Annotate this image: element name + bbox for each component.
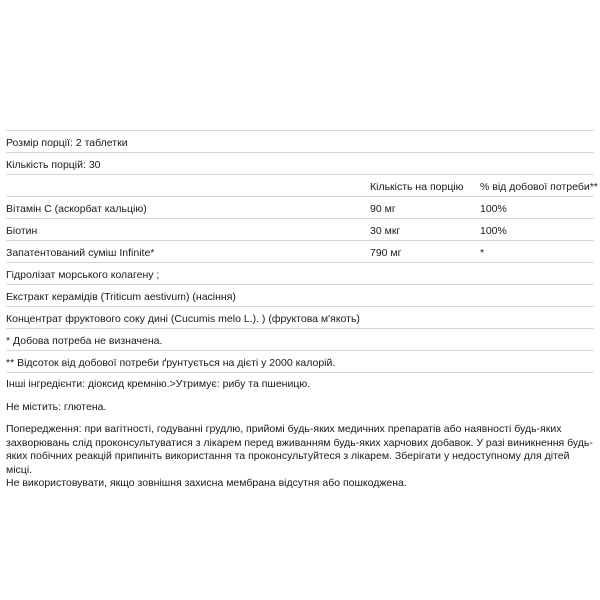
table-row	[6, 218, 594, 240]
servings-count: Кількість порцій: 30	[6, 159, 101, 171]
warning-line: захворювань слід проконсультуватися з лікарем перед вживанням будь-яких харчових добавок. У разі виникнення будь-	[6, 436, 593, 449]
supplement-facts-panel	[6, 130, 598, 373]
ingredient-amount: 790 мг	[370, 247, 402, 259]
table-header-row	[6, 174, 598, 196]
ingredient-dv: 100%	[480, 203, 507, 215]
product-notes	[6, 378, 594, 491]
ingredient-name: Гідролізат морського колагену ;	[6, 269, 160, 281]
warning-line: яких побічних реакцій припиніть використання та проконсультуйтеся з лікарем. Зберігати у недоступному для дітей місці.	[6, 450, 570, 476]
servings-count-row	[6, 152, 594, 174]
warning-line: Попередження: при вагітності, годуванні грудлю, прийомі будь-яких медичних препаратів або наявності будь-яких	[6, 423, 562, 435]
footnote-dv-not-established: * Добова потреба не визначена.	[6, 335, 163, 347]
serving-size-row	[6, 130, 594, 152]
ingredient-amount: 90 мг	[370, 203, 396, 215]
ingredient-amount: 30 мкг	[370, 225, 401, 237]
footnote-row	[6, 328, 594, 350]
table-row	[6, 240, 594, 262]
warning-line: Не використовувати, якщо зовнішня захисна мембрана відсутня або пошкоджена.	[6, 477, 407, 489]
amount-header: Кількість на порцію	[370, 181, 464, 193]
ingredient-name: Вітамін C (аскорбат кальцію)	[6, 203, 147, 215]
ingredient-name: Екстракт керамідів (Triticum aestivum) (насіння)	[6, 291, 236, 303]
table-bottom-divider	[6, 372, 594, 373]
table-row	[6, 196, 594, 218]
table-row	[6, 306, 594, 328]
serving-size: Розмір порції: 2 таблетки	[6, 137, 128, 149]
footnote-row	[6, 350, 594, 372]
other-ingredients: Інші інгредієнти: діоксид кремнію.>Утримує: рибу та пшеницю.	[6, 378, 311, 390]
ingredient-dv: *	[480, 247, 485, 259]
ingredient-name: Концентрат фруктового соку дині (Cucumis melo L.). ) (фруктова м'якоть)	[6, 313, 360, 325]
footnote-dv-basis: ** Відсоток від добової потреби ґрунтується на дієті у 2000 калорій.	[6, 357, 336, 369]
table-row	[6, 284, 594, 306]
free-from: Не містить: глютена.	[6, 400, 107, 413]
ingredient-name: Запатентований суміш Infinite*	[6, 247, 155, 259]
dv-header: % від добової потреби**	[480, 181, 598, 193]
table-row	[6, 262, 594, 284]
ingredient-dv: 100%	[480, 225, 507, 237]
ingredient-name: Біотин	[6, 225, 38, 237]
